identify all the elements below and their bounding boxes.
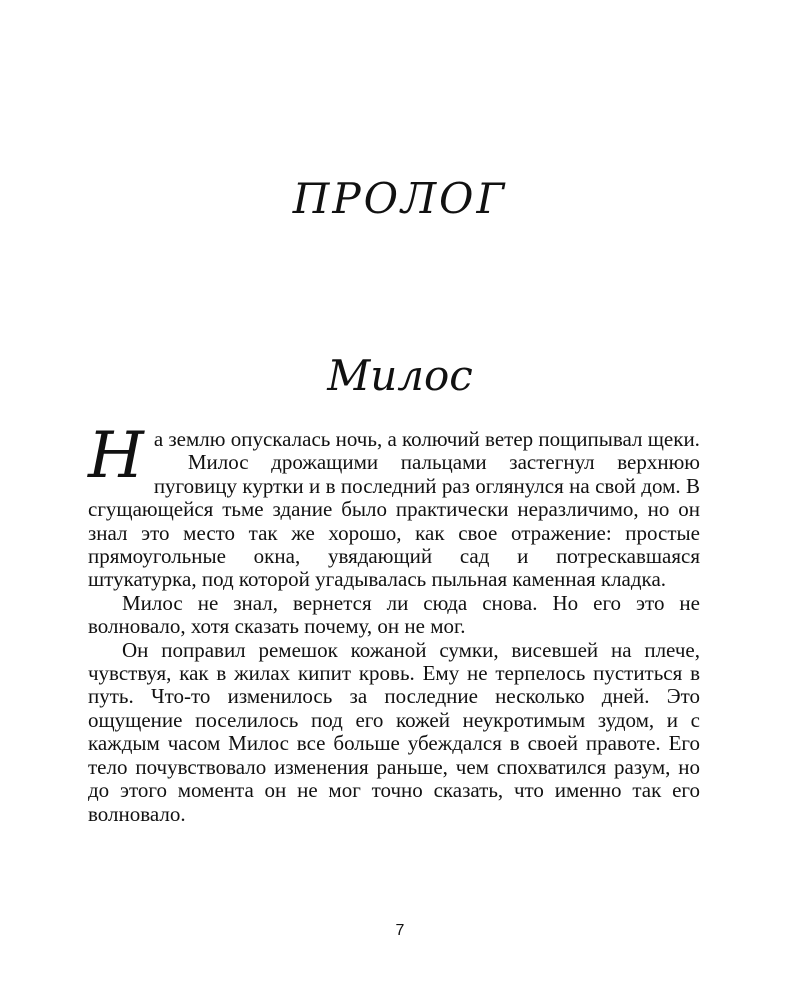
paragraph-3: Милос не знал, вернется ли сюда снова. Но его это не волновало, хотя сказать почему, он не мог.	[88, 590, 700, 639]
paragraph-1	[88, 419, 700, 493]
page-number: 7	[395, 922, 405, 939]
section-title: Милос	[327, 351, 473, 400]
drop-cap: Н	[88, 419, 144, 493]
chapter-title: ПРОЛОГ	[292, 174, 508, 223]
paragraph-1-text: а землю опускалась ночь, а колючий ветер пощипывал щеки.	[153, 427, 700, 451]
body-text	[88, 419, 700, 826]
paragraph-2: Милос дрожащими пальцами застегнул верхнюю пуговицу куртки и в последний раз оглянулся на свой дом. В сгущающейся тьме здание было практически неразличимо, но он знал это место так же хорошо, как свое отражение: простые прямоугольные окна, увядающий сад и потрескавшаяся штукатурка, под которой угадывалась пыльная каменная кладка.	[88, 450, 700, 592]
paragraph-4: Он поправил ремешок кожаной сумки, висевшей на плече, чувствуя, как в жилах кипит кровь. Ему не терпелось пуститься в путь. Что-то изменилось за последние несколько дней. Это ощущение поселилось под его кожей неукротимым зудом, и с каждым часом Милос все больше убеждался в своей правоте. Его тело почувствовало изменения раньше, чем спохватился разум, но до этого момента он не мог точно сказать, что именно так его волновало.	[88, 637, 700, 826]
